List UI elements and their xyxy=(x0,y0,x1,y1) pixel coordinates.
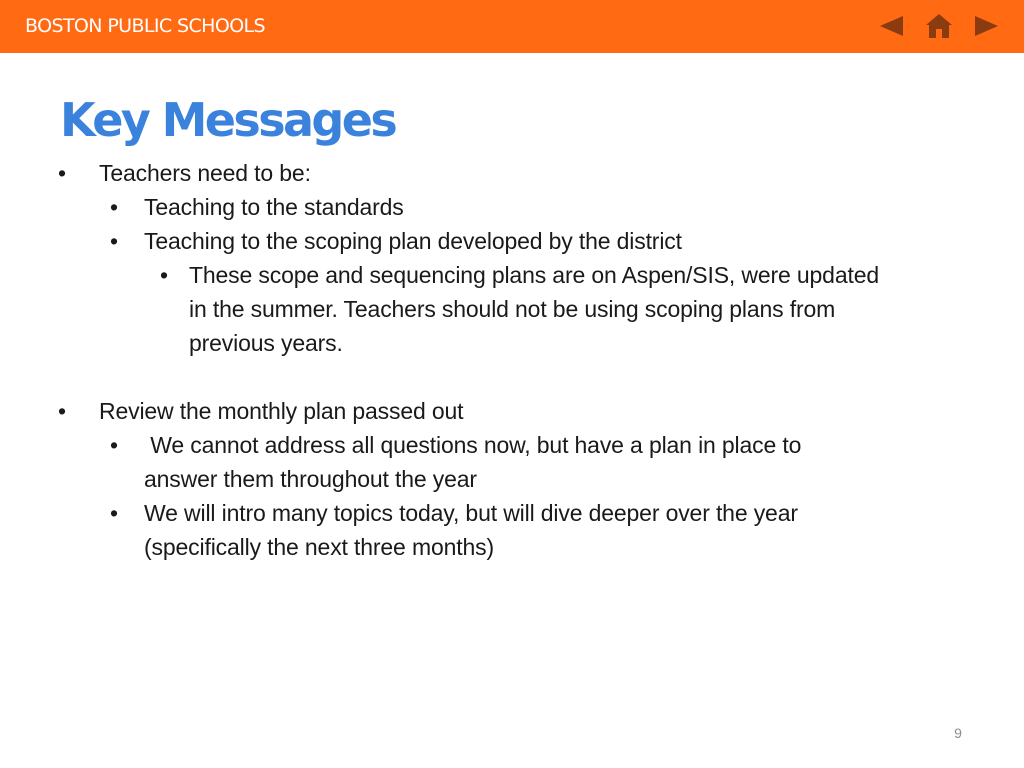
next-slide-button[interactable] xyxy=(970,10,1004,42)
bullet-text: answer them throughout the year xyxy=(144,466,477,492)
sub-bullet-item xyxy=(0,190,1024,224)
bullet-text: Teaching to the scoping plan developed by the district xyxy=(144,228,682,254)
page-number: 9 xyxy=(954,725,962,741)
bullet-text: (specifically the next three months) xyxy=(144,534,494,560)
bullet-item xyxy=(0,394,1024,428)
bullet-continuation xyxy=(0,530,1024,564)
bullet-text: previous years. xyxy=(189,330,343,356)
home-icon xyxy=(925,13,953,39)
triangle-left-icon xyxy=(878,15,904,37)
bullet-marker: • xyxy=(110,194,118,220)
bullet-continuation xyxy=(0,292,1024,326)
bullet-text: Teaching to the standards xyxy=(144,194,404,220)
slide-title: Key Messages xyxy=(60,93,396,147)
bullet-marker: • xyxy=(110,500,118,526)
bullet-text: in the summer. Teachers should not be using scoping plans from xyxy=(189,296,836,322)
header-bar xyxy=(0,0,1024,53)
brand-title: BOSTON PUBLIC SCHOOLS xyxy=(25,15,265,37)
bullet-marker: • xyxy=(110,228,118,254)
bullet-item xyxy=(0,156,1024,190)
bullet-text: Review the monthly plan passed out xyxy=(99,398,464,424)
sub-bullet-item xyxy=(0,224,1024,258)
bullet-marker: • xyxy=(110,432,118,458)
bullet-list xyxy=(0,156,1024,564)
bullet-continuation xyxy=(0,462,1024,496)
bullet-text: These scope and sequencing plans are on Aspen/SIS, were updated xyxy=(189,262,879,288)
bullet-text: We will intro many topics today, but will dive deeper over the year xyxy=(144,500,798,526)
bullet-marker: • xyxy=(58,160,66,186)
bullet-text: We cannot address all questions now, but have a plan in place to xyxy=(144,432,802,458)
sub-bullet-item xyxy=(0,428,1024,462)
home-button[interactable] xyxy=(922,10,956,42)
previous-slide-button[interactable] xyxy=(874,10,908,42)
triangle-right-icon xyxy=(974,15,1000,37)
spacer xyxy=(0,360,1024,394)
sub-sub-bullet-item xyxy=(0,258,1024,292)
sub-bullet-item xyxy=(0,496,1024,530)
bullet-marker: • xyxy=(58,398,66,424)
bullet-marker: • xyxy=(160,262,168,288)
bullet-text: Teachers need to be: xyxy=(99,160,311,186)
bullet-continuation xyxy=(0,326,1024,360)
